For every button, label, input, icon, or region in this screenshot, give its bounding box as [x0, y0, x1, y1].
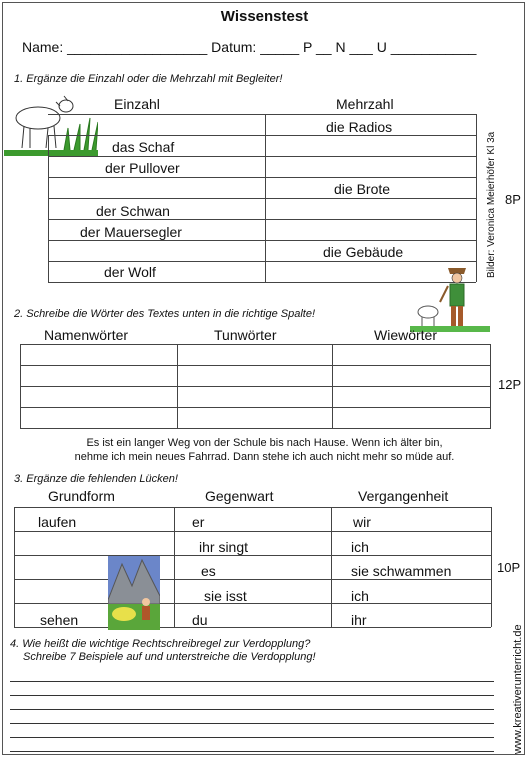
- grade-u-field[interactable]: ___________: [390, 39, 477, 55]
- task2-answer-cell[interactable]: [333, 408, 491, 429]
- task1-row-line: [48, 135, 476, 136]
- writing-line[interactable]: [10, 681, 494, 682]
- hiker-icon: [142, 598, 150, 606]
- grade-p-label: P: [303, 39, 313, 55]
- task1-cell: der Wolf: [104, 264, 156, 280]
- task1-points: 8P: [505, 192, 521, 207]
- task2-table: [20, 344, 491, 429]
- task2-text-line: nehme ich mein neues Fahrrad. Dann stehe ich auch nicht mehr so müde auf.: [74, 451, 455, 463]
- writing-line[interactable]: [10, 737, 494, 738]
- task3-header-past: Vergangenheit: [358, 488, 449, 504]
- task1-cell: das Schaf: [112, 139, 175, 155]
- name-field[interactable]: __________________: [67, 39, 208, 55]
- worksheet-title: Wissenstest: [220, 8, 309, 25]
- task1-cell: die Radios: [326, 119, 393, 135]
- task4-line: 4. Wie heißt die wichtige Rechtschreibregel zur Verdopplung?: [10, 638, 311, 650]
- task2-answer-cell[interactable]: [333, 366, 491, 387]
- writing-line[interactable]: [10, 723, 494, 724]
- task3-header-present: Gegenwart: [205, 488, 274, 504]
- task3-row-line: [14, 579, 491, 580]
- task2-header-verbs: Tunwörter: [214, 327, 277, 343]
- sheep-icon: [16, 96, 73, 148]
- task3-col-line: [331, 507, 332, 627]
- task-3-instruction: 3. Ergänze die fehlenden Lücken!: [14, 473, 178, 485]
- task2-answer-cell[interactable]: [333, 345, 491, 366]
- task2-header-nouns: Namenwörter: [44, 327, 129, 343]
- task1-row-line: [48, 198, 476, 199]
- grade-u-label: U: [376, 39, 387, 55]
- task3-header-base: Grundform: [48, 488, 115, 504]
- task3-col-line: [174, 507, 175, 627]
- task3-cell: sehen: [40, 612, 79, 628]
- task3-row-line: [14, 555, 491, 556]
- grade-n-field[interactable]: ___: [349, 39, 373, 55]
- task1-cell: der Schwan: [96, 203, 170, 219]
- task2-answer-cell[interactable]: [21, 408, 178, 429]
- task3-points: 10P: [497, 560, 521, 575]
- name-label: Name:: [22, 39, 64, 55]
- task2-points: 12P: [498, 377, 522, 392]
- task2-row: [21, 366, 491, 387]
- task2-row: [21, 408, 491, 429]
- task-1-instruction: 1. Ergänze die Einzahl oder die Mehrzahl mit Begleiter!: [14, 73, 283, 85]
- task3-cell: sie schwammen: [351, 563, 452, 579]
- task2-answer-cell[interactable]: [177, 366, 333, 387]
- task1-cell: die Brote: [334, 181, 391, 197]
- task2-row: [21, 345, 491, 366]
- task1-row-line: [48, 177, 476, 178]
- task1-row-line: [48, 156, 476, 157]
- farmer-illustration: [410, 262, 490, 332]
- task1-cell: der Mauersegler: [80, 224, 182, 240]
- task1-header-plural: Mehrzahl: [336, 96, 394, 112]
- sheep-small-icon: [418, 306, 438, 326]
- task3-cell: ihr singt: [199, 539, 249, 555]
- task1-header-singular: Einzahl: [114, 96, 160, 112]
- date-field[interactable]: _____: [260, 39, 300, 55]
- task3-row-line: [14, 507, 491, 508]
- task2-answer-cell[interactable]: [21, 387, 178, 408]
- task-2-instruction: 2. Schreibe die Wörter des Textes unten in die richtige Spalte!: [14, 308, 316, 320]
- task1-col-line: [265, 114, 266, 282]
- task3-cell: wir: [353, 514, 371, 530]
- task3-cell: du: [192, 612, 208, 628]
- task3-cell: es: [201, 563, 216, 579]
- task3-cell: sie isst: [204, 588, 247, 604]
- task1-row-line: [48, 114, 476, 115]
- task1-col-line: [476, 114, 477, 282]
- task4-line: Schreibe 7 Beispiele auf und unterstreiche die Verdopplung!: [23, 651, 316, 663]
- task2-text: [0, 436, 529, 464]
- image-credit: Bilder: Veronica Meierhöfer Kl 3a: [486, 131, 497, 278]
- task3-row-line: [14, 531, 491, 532]
- task-4-instruction: [10, 638, 316, 664]
- task3-cell: ich: [351, 588, 369, 604]
- task2-header-adjectives: Wiewörter: [374, 327, 438, 343]
- sheep-illustration: [4, 88, 98, 158]
- farmer-icon: [440, 268, 466, 326]
- task3-row-line: [14, 603, 491, 604]
- task3-cell: ich: [351, 539, 369, 555]
- task3-cell: ihr: [351, 612, 367, 628]
- writing-line[interactable]: [10, 709, 494, 710]
- hiker-body-icon: [142, 606, 150, 620]
- task3-col-line: [491, 507, 492, 627]
- task2-answer-cell[interactable]: [21, 366, 178, 387]
- task1-col-line: [48, 136, 49, 282]
- task2-answer-cell[interactable]: [177, 387, 333, 408]
- task1-cell: der Pullover: [105, 160, 180, 176]
- grade-p-field[interactable]: __: [316, 39, 332, 55]
- task1-cell: die Gebäude: [323, 244, 404, 260]
- task2-row: [21, 387, 491, 408]
- task3-col-line: [14, 507, 15, 627]
- task2-answer-cell[interactable]: [333, 387, 491, 408]
- site-credit: www.kreativerunterricht.de: [512, 624, 524, 754]
- task3-cell: er: [192, 514, 205, 530]
- task2-answer-cell[interactable]: [21, 345, 178, 366]
- task2-answer-cell[interactable]: [177, 408, 333, 429]
- task3-cell: laufen: [38, 514, 77, 530]
- date-label: Datum:: [211, 39, 257, 55]
- grade-n-label: N: [335, 39, 346, 55]
- task3-row-line: [14, 627, 491, 628]
- writing-line[interactable]: [10, 695, 494, 696]
- task2-answer-cell[interactable]: [177, 345, 333, 366]
- task1-row-line: [48, 240, 476, 241]
- mountain-illustration: [108, 556, 160, 630]
- task1-row-line: [48, 219, 476, 220]
- name-date-row: [22, 39, 476, 55]
- sun-icon: [112, 607, 136, 621]
- task2-text-line: Es ist ein langer Weg von der Schule bis nach Hause. Wenn ich älter bin,: [86, 437, 443, 449]
- writing-line[interactable]: [10, 751, 494, 752]
